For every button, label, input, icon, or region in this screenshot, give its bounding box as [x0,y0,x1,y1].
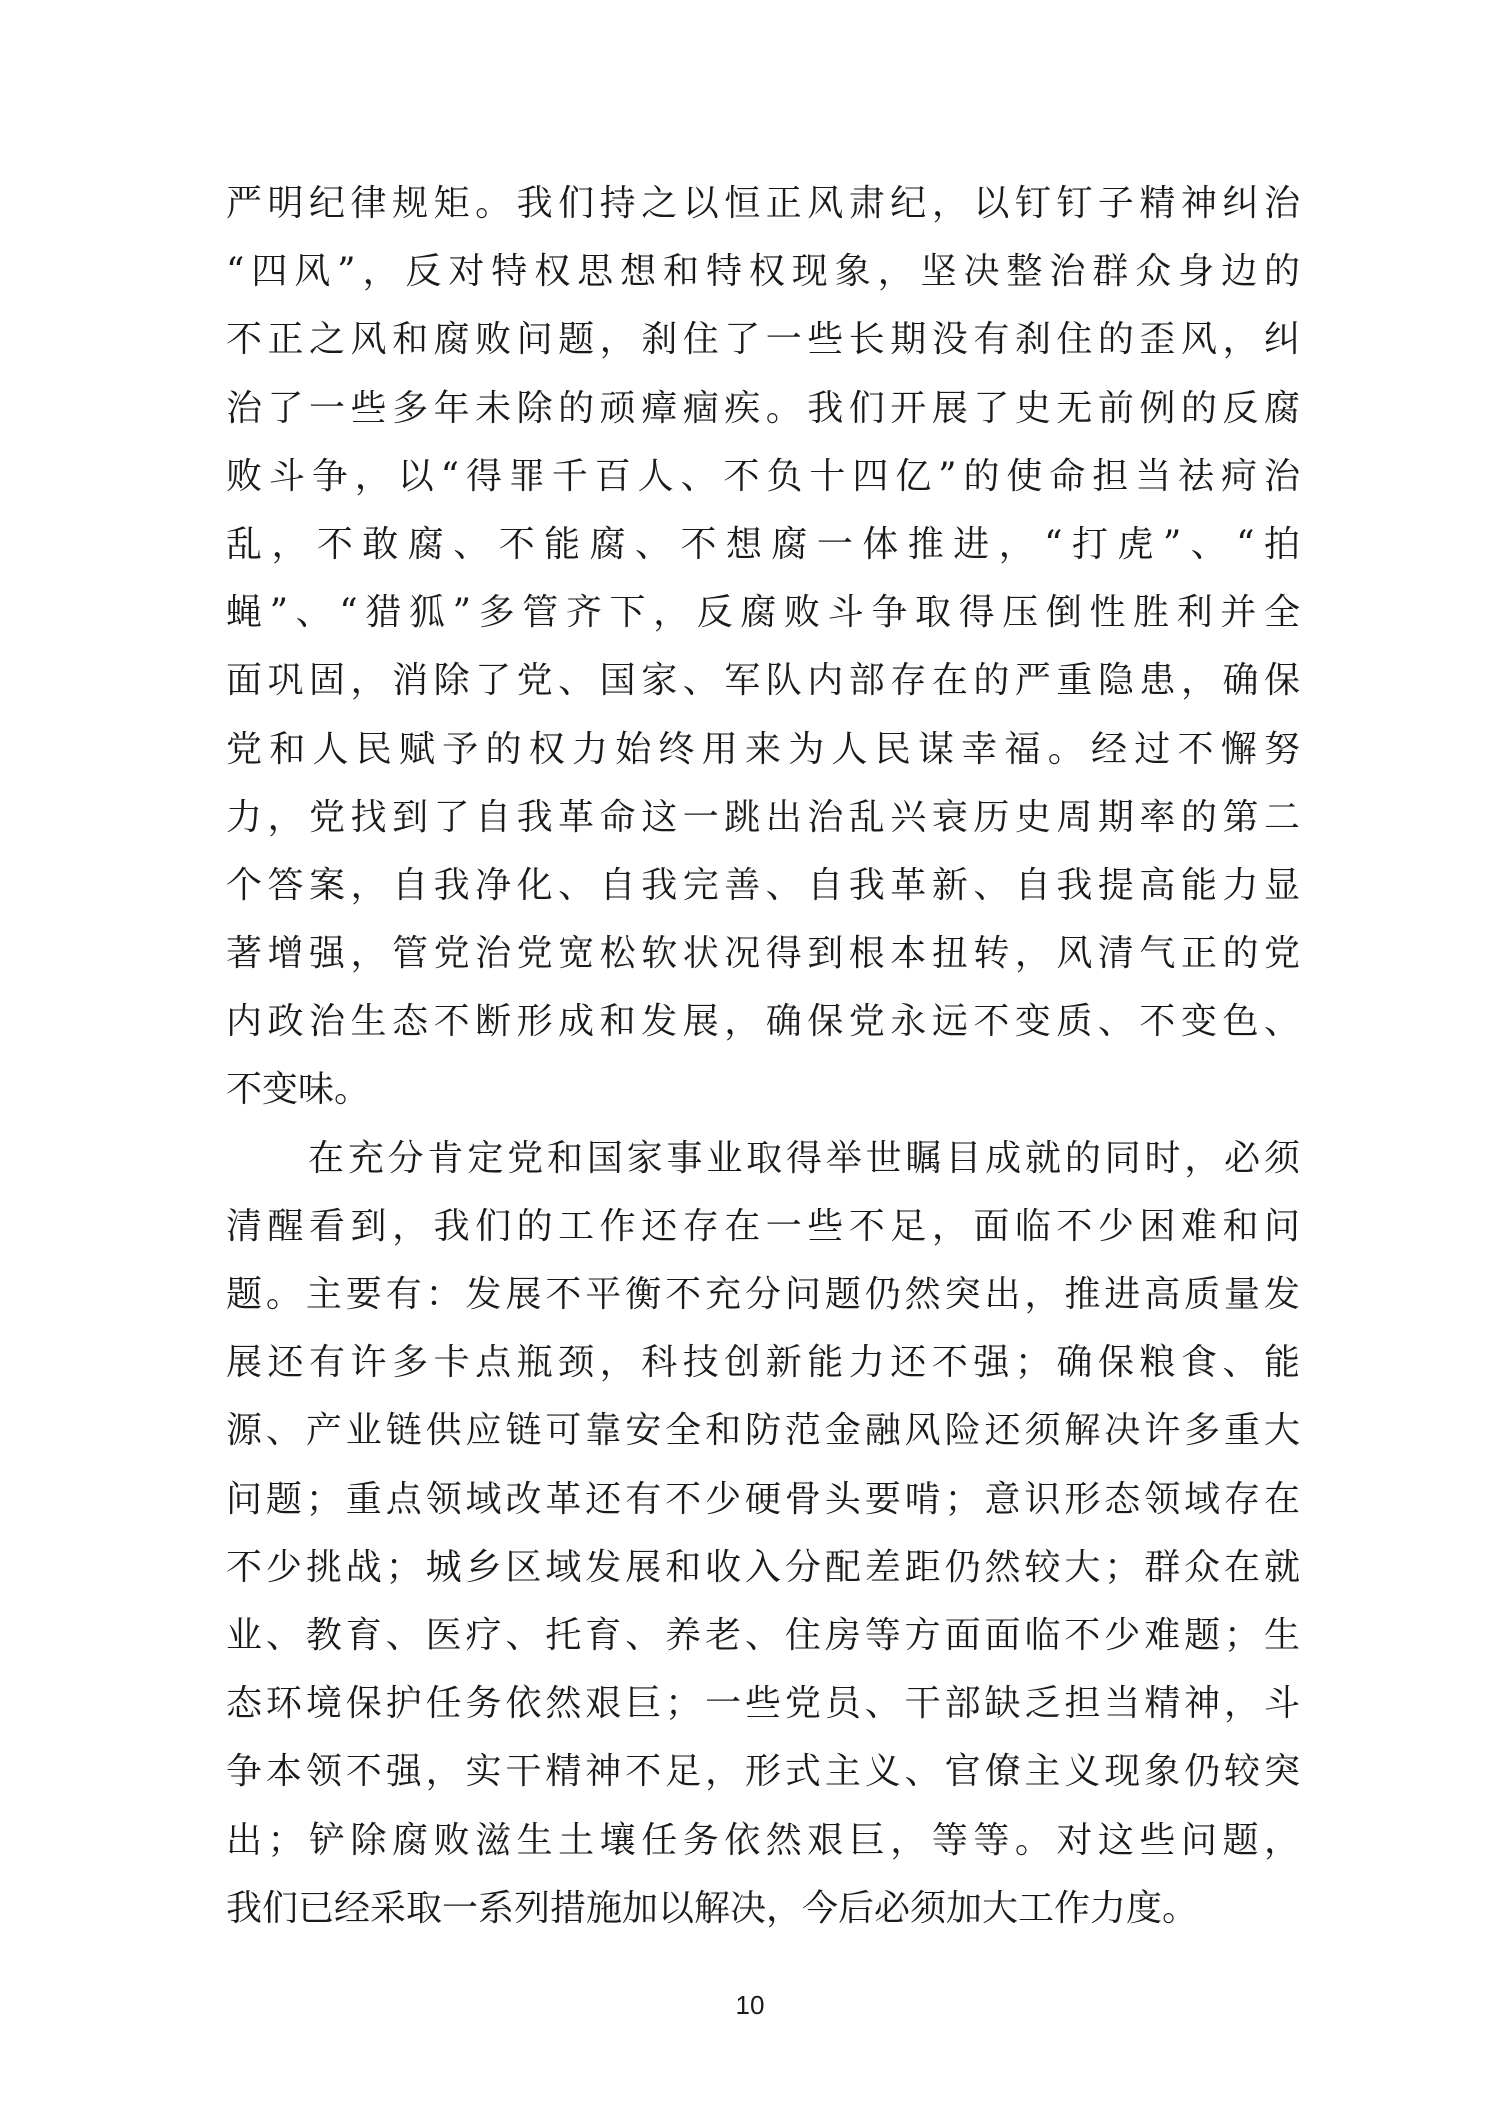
page-number: 10 [735,1990,765,2020]
text-line: 展还有许多卡点瓶颈，科技创新能力还不强；确保粮食、能 [226,1342,1300,1384]
text-line: 败斗争，以“得罪千百人、不负十四亿”的使命担当祛疴治 [226,455,1300,497]
paragraph [226,170,1300,1125]
text-line: 力，党找到了自我革命这一跳出治乱兴衰历史周期率的第二 [226,796,1300,838]
text-line: 我们已经采取一系列措施加以解决，今后必须加大工作力度。 [226,1887,1199,1929]
text-line: 不少挑战；城乡区域发展和收入分配差距仍然较大；群众在就 [226,1546,1300,1588]
text-line: 出；铲除腐败滋生土壤任务依然艰巨，等等。对这些问题， [226,1819,1300,1861]
text-line: 题。主要有：发展不平衡不充分问题仍然突出，推进高质量发 [226,1274,1300,1315]
text-line: 不变味。 [226,1069,371,1111]
text-line: 治了一些多年未除的顽瘴痼疾。我们开展了史无前例的反腐 [226,387,1300,429]
text-line: 蝇”、“猎狐”多管齐下，反腐败斗争取得压倒性胜利并全 [226,592,1300,634]
text-line: 源、产业链供应链可靠安全和防范金融风险还须解决许多重大 [226,1410,1300,1452]
text-line: 著增强，管党治党宽松软状况得到根本扭转，风清气正的党 [226,933,1300,975]
text-line: 业、教育、医疗、托育、养老、住房等方面面临不少难题；生 [226,1614,1300,1656]
text-line: 严明纪律规矩。我们持之以恒正风肃纪，以钉钉子精神纠治 [226,183,1300,224]
paragraph [226,1125,1300,1943]
text-line: 不正之风和腐败问题，刹住了一些长期没有刹住的歪风，纠 [226,319,1300,361]
text-line: 在充分肯定党和国家事业取得举世瞩目成就的同时，必须 [308,1137,1300,1179]
text-line: 态环境保护任务依然艰巨；一些党员、干部缺乏担当精神，斗 [226,1683,1300,1725]
text-line: 乱，不敢腐、不能腐、不想腐一体推进，“打虎”、“拍 [226,523,1300,565]
text-line: 争本领不强，实干精神不足，形式主义、官僚主义现象仍较突 [226,1751,1300,1793]
body-text [226,170,1300,1943]
text-line: 个答案，自我净化、自我完善、自我革新、自我提高能力显 [226,864,1300,906]
text-line: 内政治生态不断形成和发展，确保党永远不变质、不变色、 [226,1001,1300,1043]
text-line: 党和人民赋予的权力始终用来为人民谋幸福。经过不懈努 [226,728,1300,770]
text-line: “四风”，反对特权思想和特权现象，坚决整治群众身边的 [226,251,1300,293]
text-line: 面巩固，消除了党、国家、军队内部存在的严重隐患，确保 [226,660,1300,702]
text-line: 问题；重点领域改革还有不少硬骨头要啃；意识形态领域存在 [226,1478,1300,1520]
text-line: 清醒看到，我们的工作还存在一些不足，面临不少困难和问 [226,1205,1300,1247]
